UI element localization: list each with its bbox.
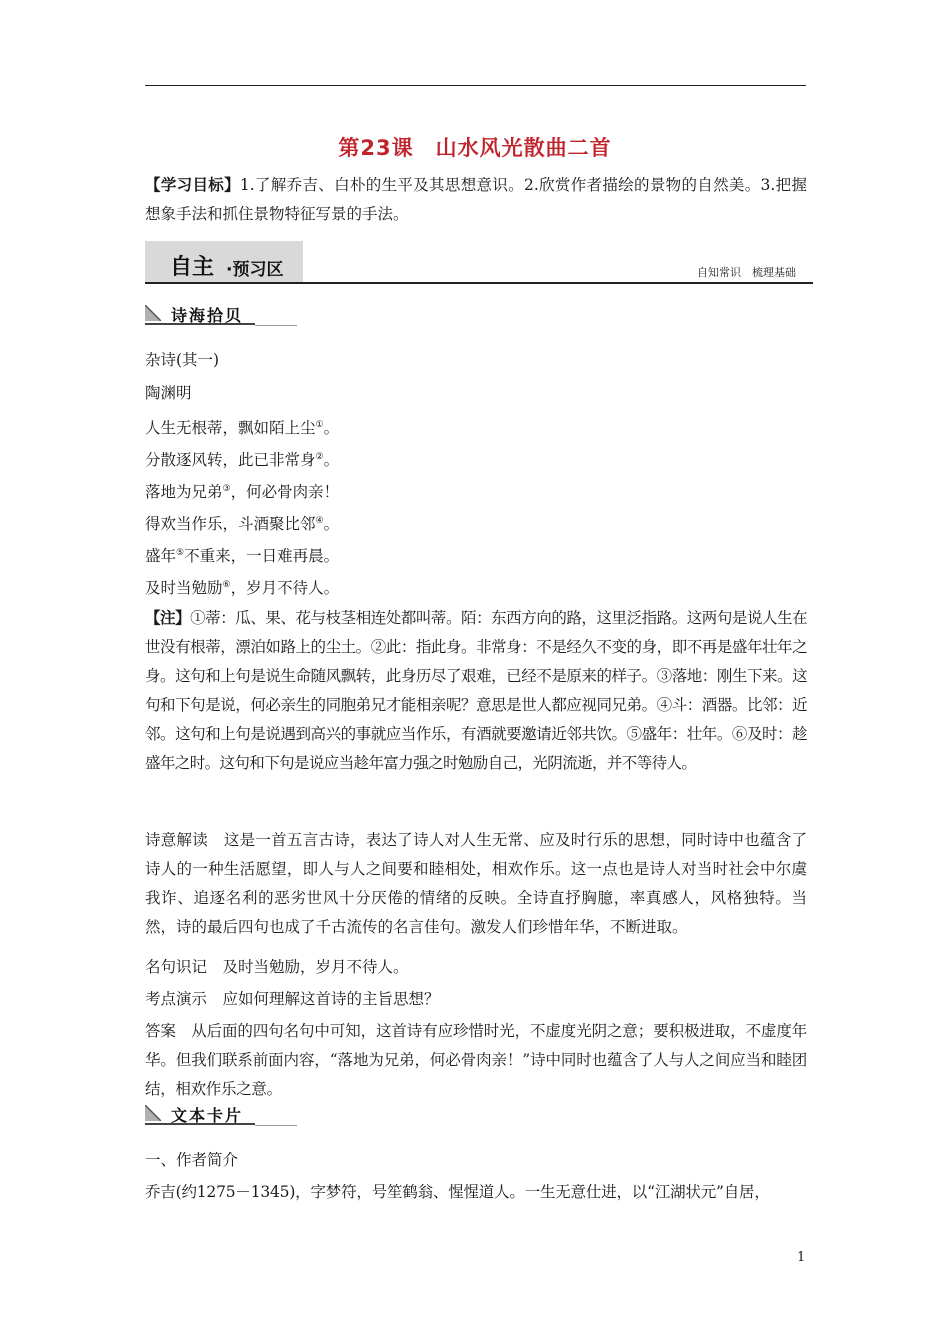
exam-point	[145, 989, 440, 1009]
exam-text: 应如何理解这首诗的主旨思想？	[222, 990, 440, 1008]
banner-subtitle: ·预习区	[226, 260, 284, 280]
poem-line: 及时当勉励⑥，岁月不待人。	[145, 579, 340, 597]
interpretation-text: 这是一首五言古诗，表达了诗人对人生无常、应及时行乐的思想，同时诗中也蕴含了诗人的一种生活愿望，即人与人之间要和睦相处，相欢作乐。这一点也是诗人对当时社会中尔虞我诈、追逐名利的恶劣世风十分厌倦的情绪的反映。全诗直抒胸臆，率真感人，风格独特。当然，诗的最后四句也成了千古流传的名言佳句。激发人们珍惜年华，不断进取。	[145, 831, 807, 936]
objectives-text: 1.了解乔吉、白朴的生平及其思想意识。2.欣赏作者描绘的景物的自然美。3.把握想象手法和抓住景物特征写景的手法。	[145, 176, 807, 223]
famous-label: 名句识记	[145, 958, 208, 976]
author-intro-heading: 一、作者简介	[145, 1151, 239, 1169]
learning-objectives	[145, 170, 807, 229]
header-rule	[145, 85, 806, 86]
heading-underline	[145, 323, 255, 325]
famous-line	[145, 957, 409, 977]
poem-author: 陶渊明	[145, 384, 192, 402]
banner-tagline: 自知常识 梳理基础	[697, 266, 796, 279]
poem-line: 人生无根蒂，飘如陌上尘①。	[145, 419, 340, 437]
banner-title: 自主	[170, 255, 215, 280]
section-heading-label: 诗海拾贝	[171, 306, 244, 325]
poem-line: 得欢当作乐，斗酒聚比邻④。	[145, 515, 340, 533]
poem-interpretation	[145, 826, 807, 942]
answer-text: 从后面的四句名句中可知，这首诗有应珍惜时光，不虚度光阴之意；要积极进取，不虚度年华。但我们联系前面内容，“落地为兄弟，何必骨肉亲！”诗中同时也蕴含了人与人之间应当和睦团结，相欢作乐之意。	[145, 1022, 807, 1098]
heading-underline	[145, 1123, 255, 1125]
page-number: 1	[797, 1250, 806, 1265]
corner-marker-icon	[145, 305, 161, 321]
objectives-label: 【学习目标】	[145, 175, 240, 194]
poem-title: 杂诗(其一)	[145, 351, 220, 369]
heading-underline-tail	[255, 1125, 297, 1126]
poem-line: 盛年⑤不重来，一日难再晨。	[145, 547, 340, 565]
section-heading-label: 文本卡片	[171, 1106, 244, 1125]
heading-underline-tail	[255, 325, 297, 326]
author-intro-text: 乔吉(约1275－1345)，字梦符，号笙鹤翁、惺惺道人。一生无意仕进，以“江湖状元”自居，	[145, 1183, 770, 1201]
lesson-title: 第23课 山水风光散曲二首	[338, 136, 612, 160]
corner-marker-icon	[145, 1105, 161, 1121]
exam-answer	[145, 1017, 807, 1104]
notes-label: 【注】	[145, 608, 191, 627]
poem-line: 分散逐风转，此已非常身②。	[145, 451, 340, 469]
notes-text: ①蒂：瓜、果、花与枝茎相连处都叫蒂。陌：东西方向的路，这里泛指路。这两句是说人生在世没有根蒂，漂泊如路上的尘土。②此：指此身。非常身：不是经久不变的身，即不再是盛年壮年之身。这句和上句是说生命随风飘转，此身历尽了艰难，已经不是原来的样子。③落地：刚生下来。这句和下句是说，何必亲生的同胞弟兄才能相亲呢？意思是世人都应视同兄弟。④斗：酒器。比邻：近邻。这句和上句是说遇到高兴的事就应当作乐，有酒就要邀请近邻共饮。⑤盛年：壮年。⑥及时：趁盛年之时。这句和下句是说应当趁年富力强之时勉励自己，光阴流逝，并不等待人。	[145, 609, 808, 772]
poem-line: 落地为兄弟③，何必骨肉亲！	[145, 483, 340, 501]
banner-rule	[145, 282, 813, 284]
poem-notes	[145, 603, 807, 778]
interpretation-label: 诗意解读	[145, 831, 209, 849]
answer-label: 答案	[145, 1022, 176, 1040]
famous-text: 及时当勉励，岁月不待人。	[222, 958, 409, 976]
exam-label: 考点演示	[145, 990, 208, 1008]
